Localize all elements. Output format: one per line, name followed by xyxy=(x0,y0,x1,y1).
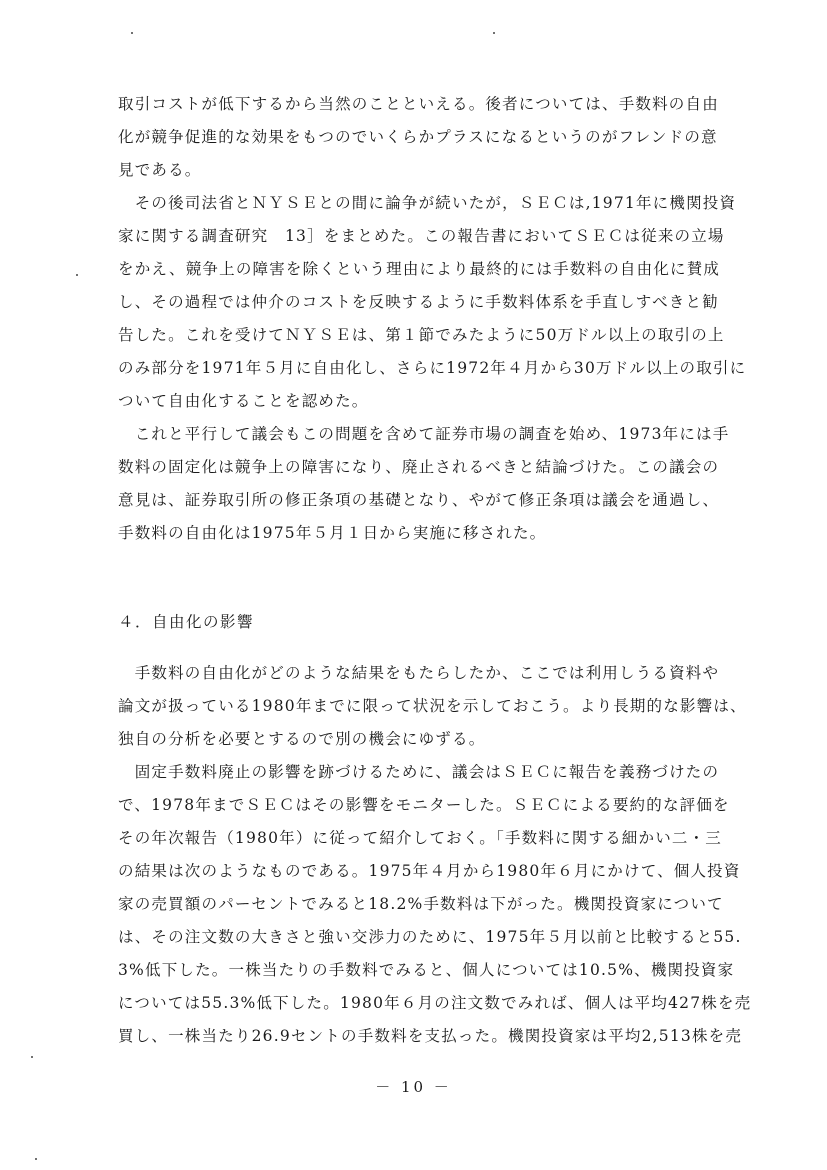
text-line: これと平行して議会もこの問題を含めて証券市場の調査を始め、1973年には手 xyxy=(118,425,730,443)
text-line: 3%低下した。一株当たりの手数料でみると、個人については10.5%、機関投資家 xyxy=(118,961,735,979)
text-line: については55.3%低下した。1980年６月の注文数でみれば、個人は平均427株を売 xyxy=(118,994,752,1012)
text-line: は、その注文数の大きさと強い交渉力のために、1975年５月以前と比較すると55. xyxy=(118,928,742,946)
scan-speck xyxy=(35,1158,37,1160)
text-line: 家に関する調査研究 13］をまとめた。この報告書においてＳＥＣは従来の立場 xyxy=(118,227,725,245)
text-line: ついて自由化することを認めた。 xyxy=(118,392,369,410)
text-line: 家の売買額のパーセントでみると18.2%手数料は下がった。機関投資家について xyxy=(118,895,724,913)
text-line: をかえ、競争上の障害を除くという理由により最終的には手数料の自由化に賛成 xyxy=(118,260,721,278)
text-line: 化が競争促進的な効果をもつのでいくらかプラスになるというのがフレンドの意 xyxy=(118,128,718,146)
scan-speck xyxy=(31,1056,33,1058)
text-line: 告した。これを受けてＮＹＳＥは、第１節でみたように50万ドル以上の取引の上 xyxy=(118,326,725,344)
text-line: 買し、一株当たり26.9セントの手数料を支払った。機関投資家は平均2,513株を売 xyxy=(118,1027,743,1045)
scan-speck xyxy=(76,274,78,276)
text-line: 取引コストが低下するから当然のことといえる。後者については、手数料の自由 xyxy=(118,95,719,113)
text-line: その年次報告（1980年）に従って紹介しておく。「手数料に関する細かい二・三 xyxy=(118,829,722,847)
text-line: 手数料の自由化は1975年５月１日から実施に移された。 xyxy=(118,524,547,542)
text-line: の結果は次のようなものである。1975年４月から1980年６月にかけて、個人投資 xyxy=(118,862,741,880)
text-line: その後司法省とＮＹＳＥとの間に論争が続いたが，ＳＥＣは,1971年に機関投資 xyxy=(118,194,737,212)
text-line: で、1978年までＳＥＣはその影響をモニターした。ＳＥＣによる要約的な評価を xyxy=(118,796,730,814)
scan-speck xyxy=(131,32,133,34)
text-line: 見である。 xyxy=(118,161,202,179)
scan-speck xyxy=(493,32,495,34)
text-line: のみ部分を1971年５月に自由化し、さらに1972年４月から30万ドル以上の取引に xyxy=(118,359,747,377)
text-line: 意見は、証券取引所の修正条項の基礎となり、やがて修正条項は議会を通過し、 xyxy=(118,491,720,509)
text-line: 数料の固定化は競争上の障害になり、廃止されるべきと結論づけた。この議会の xyxy=(118,458,720,476)
text-line: 固定手数料廃止の影響を跡づけるために、議会はＳＥＣに報告を義務づけたの xyxy=(118,763,720,781)
text-line: 独自の分析を必要とするので別の機会にゆずる。 xyxy=(118,730,486,748)
text-line: 手数料の自由化がどのような結果をもたらしたか、ここでは利用しうる資料や xyxy=(118,664,720,682)
section-heading: ４．自由化の影響 xyxy=(118,613,255,631)
text-line: し、その過程では仲介のコストを反映するように手数料体系を手直しすべきと勧 xyxy=(118,293,719,311)
text-line: 論文が扱っている1980年までに限って状況を示しておこう。より長期的な影響は、 xyxy=(118,697,747,715)
page-number: － 10 － xyxy=(375,1078,452,1096)
